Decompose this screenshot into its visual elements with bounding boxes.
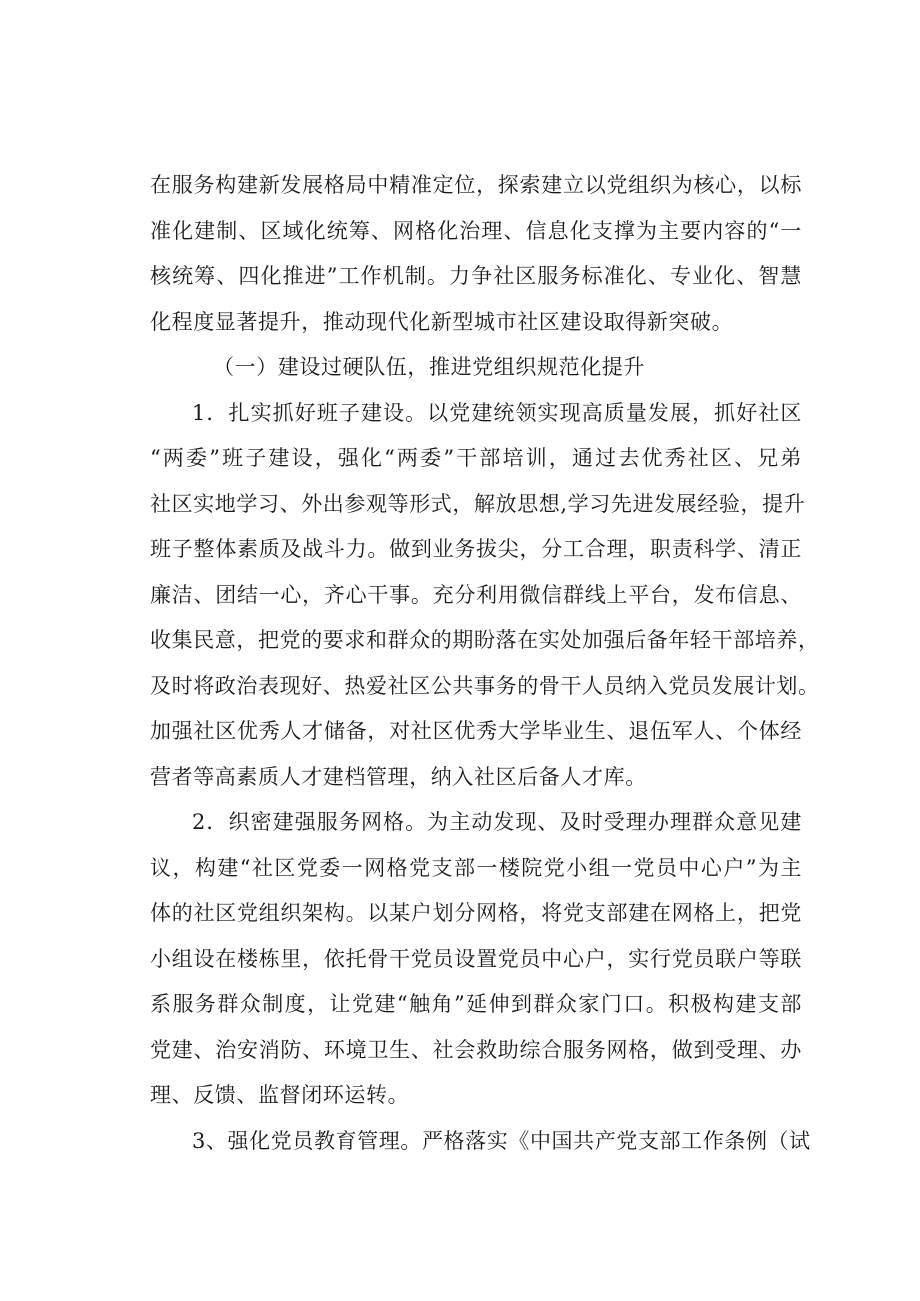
text-line: 小组设在楼栋里，依托骨干党员设置党员中心户，实行党员联户等联 <box>150 946 802 971</box>
text-line: 1．扎实抓好班子建设。以党建统领实现高质量发展，抓好社区 <box>192 400 802 425</box>
text-line: 核统筹、四化推进”工作机制。力争社区服务标准化、专业化、智慧 <box>150 264 802 288</box>
text-line: 班子整体素质及战斗力。做到业务拔尖，分工合理，职责科学、清正 <box>150 537 802 561</box>
text-line: 收集民意，把党的要求和群众的期盼落在实处加强后备年轻干部培养， <box>150 628 820 652</box>
text-line: 体的社区党组织架构。以某户划分网格，将党支部建在网格上，把党 <box>150 901 802 925</box>
text-line: 3、强化党员教育管理。严格落实《中国共产党支部工作条例（试 <box>192 1128 811 1153</box>
text-line: 廉洁、团结一心，齐心干事。充分利用微信群线上平台，发布信息、 <box>150 582 802 607</box>
text-line: 理、反馈、监督闭环运转。 <box>150 1083 410 1107</box>
text-line: 在服务构建新发展格局中精准定位，探索建立以党组织为核心，以标 <box>150 173 802 197</box>
text-line: 系服务群众制度，让党建“触角”延伸到群众家门口。积极构建支部 <box>150 992 802 1016</box>
text-line: 准化建制、区域化统筹、网格化治理、信息化支撑为主要内容的“一 <box>150 218 802 243</box>
text-line: “两委”班子建设，强化“两委”干部培训，通过去优秀社区、兄弟 <box>150 446 802 470</box>
text-line: 营者等高素质人才建档管理，纳入社区后备人才库。 <box>150 764 647 789</box>
text-line: 议，构建“社区党委一网格党支部一楼院党小组一党员中心户”为主 <box>150 855 802 880</box>
text-line: 党建、治安消防、环境卫生、社会救助综合服务网格，做到受理、办 <box>150 1037 802 1062</box>
text-line: 化程度显著提升，推动现代化新型城市社区建设取得新突破。 <box>150 309 734 334</box>
text-line: 及时将政治表现好、热爱社区公共事务的骨干人员纳入党员发展计划。 <box>150 673 820 698</box>
document-page <box>150 163 820 1164</box>
text-line: 2．织密建强服务网格。为主动发现、及时受理办理群众意见建 <box>192 810 802 834</box>
text-line: 社区实地学习、外出参观等形式，解放思想,学习先进发展经验，提升 <box>150 491 806 516</box>
text-line: 加强社区优秀人才储备，对社区优秀大学毕业生、退伍军人、个体经 <box>150 719 802 743</box>
section-heading: （一）建设过硬队伍，推进党组织规范化提升 <box>213 355 645 379</box>
